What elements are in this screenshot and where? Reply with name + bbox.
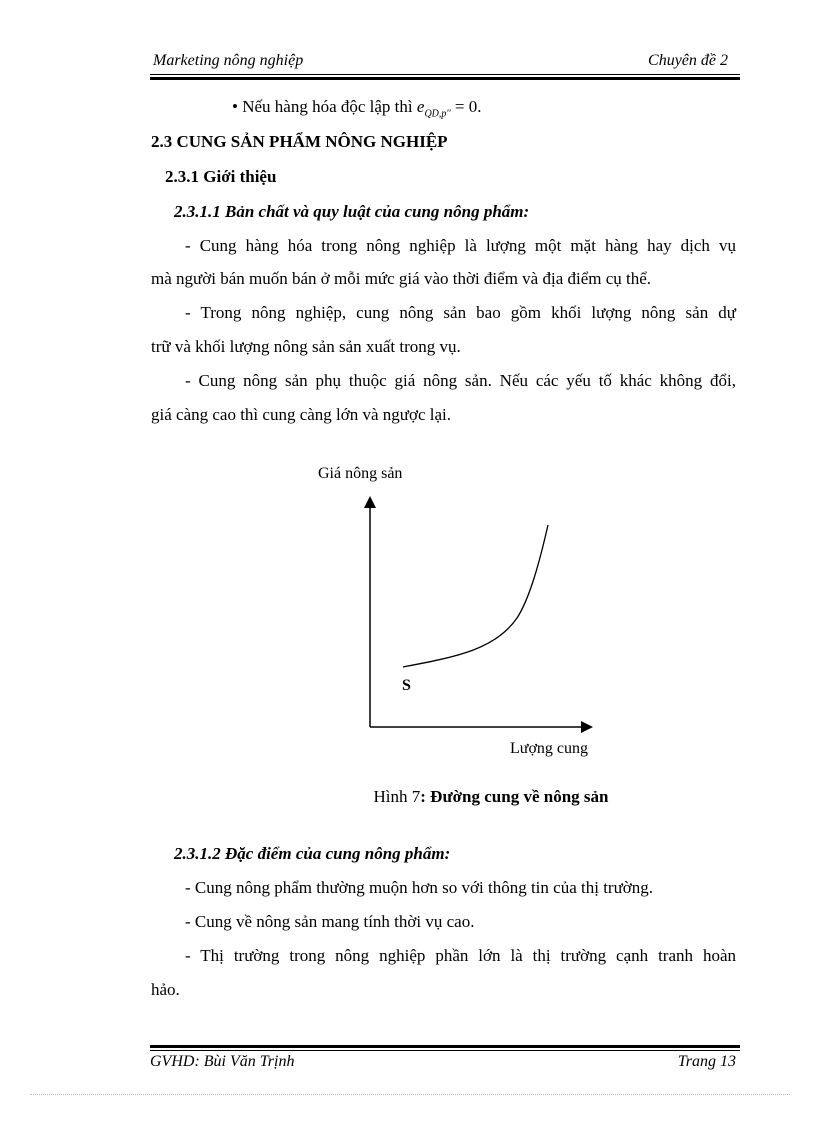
formula <box>416 97 451 120</box>
page-number: Trang 13 <box>677 1053 736 1070</box>
page-border <box>30 1094 790 1095</box>
sub-heading: 2.3.1 Giới thiệu <box>165 167 277 186</box>
footer-instructor: GVHD: Bùi Văn Trịnh <box>150 1053 295 1070</box>
para-line: - Cung về nông sản mang tính thời vụ cao. <box>185 912 475 931</box>
footer-rule-thin <box>150 1050 740 1051</box>
bullet-line <box>232 97 482 119</box>
para-line: - Thị trường trong nông nghiệp phần lớn là thị trường cạnh tranh hoàn <box>185 946 736 965</box>
sub1-title: 2.3.1.1 Bản chất và quy luật của cung nông phẩm: <box>174 202 530 221</box>
header-rule-thick <box>150 77 740 80</box>
para-line: - Trong nông nghiệp, cung nông sản bao gồm khối lượng nông sản dự <box>185 303 736 322</box>
para-line: - Cung nông phẩm thường muộn hơn so với thông tin của thị trường. <box>185 878 654 897</box>
bullet-text: Nếu hàng hóa độc lập thì <box>242 97 413 116</box>
header-chapter: Chuyên đề 2 <box>648 52 728 69</box>
para-line: trữ và khối lượng nông sản sản xuất trong vụ. <box>151 337 461 356</box>
para-line: - Cung nông sản phụ thuộc giá nông sản. Nếu các yếu tố khác không đổi, <box>185 371 736 390</box>
para-line: hảo. <box>151 980 180 999</box>
supply-chart <box>355 490 605 735</box>
figure-caption <box>372 787 610 807</box>
section-heading: 2.3 CUNG SẢN PHẨM NÔNG NGHIỆP <box>151 132 448 151</box>
x-axis-label: Lượng cung <box>510 740 589 757</box>
caption-prefix: Hình 7 <box>373 787 421 806</box>
formula-tail: = 0. <box>454 97 482 116</box>
caption-title: : Đường cung về nông sản <box>420 787 609 806</box>
para-line: giá càng cao thì cung càng lớn và ngược lại. <box>151 405 452 424</box>
sub2-title: 2.3.1.2 Đặc điểm của cung nông phẩm: <box>174 844 451 863</box>
header-title: Marketing nông nghiệp <box>153 52 304 69</box>
formula-main: e <box>416 97 425 116</box>
y-axis-label: Giá nông sản <box>318 465 403 482</box>
bullet-symbol: • <box>232 97 238 116</box>
footer-rule-thick <box>150 1045 740 1048</box>
para-line: mà người bán muốn bán ở mỗi mức giá vào thời điểm và địa điểm cụ thể. <box>151 269 652 288</box>
formula-sub: QD,p'' <box>424 108 451 120</box>
supply-curve <box>403 525 548 667</box>
curve-label: S <box>402 677 411 694</box>
header-rule-thin <box>150 74 740 75</box>
para-line: - Cung hàng hóa trong nông nghiệp là lượng một mặt hàng hay dịch vụ <box>185 236 736 255</box>
